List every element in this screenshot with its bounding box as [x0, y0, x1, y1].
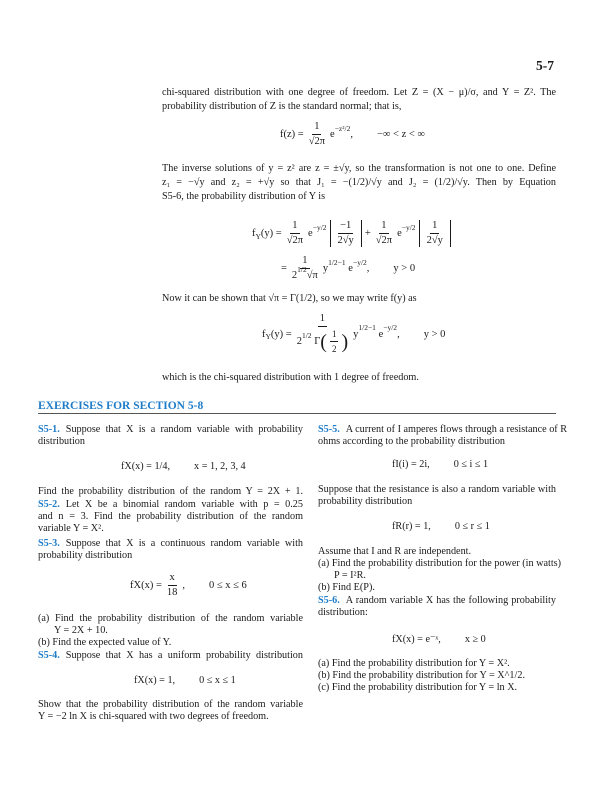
eq-num: 1 — [318, 313, 327, 327]
eq-condition: y > 0 — [393, 263, 416, 274]
exercise-equation — [130, 572, 247, 599]
equation-fy-simplified: = $\frac{1}{2^{1/2}√\pi}$ y $^{1/2-1}$ e $^{-y/2}$ , y > 0 — [281, 255, 416, 281]
exercise-text: Suppose that X is a continuous random variable with — [65, 538, 303, 549]
eq-lhs-sub: Y — [255, 231, 261, 241]
exercise-number: S5-5. — [318, 424, 340, 435]
eq-exp: e — [397, 228, 402, 239]
eq-condition: 0 ≤ x ≤ 1 — [199, 675, 236, 686]
exercise-text: Suppose that X is a random variable with probability — [65, 424, 303, 435]
eq-exp: e — [378, 328, 384, 340]
eq-num: 1 — [300, 255, 309, 269]
exercise-part-b: (b) Find E(P). — [318, 582, 375, 593]
eq-den: √2π — [375, 235, 393, 246]
exercise-part-a: (a) Find the probability distribution of the random variable — [38, 613, 303, 624]
eq-condition: x ≥ 0 — [464, 634, 486, 645]
eq-plus: + — [364, 228, 371, 239]
eq-condition: 0 ≤ x ≤ 6 — [209, 580, 247, 591]
eq-comma: , — [350, 129, 353, 140]
eq-abs-num: −1 — [338, 220, 353, 234]
exercise-text: Y = −2 ln X is chi-squared with two degrees of freedom. — [38, 711, 269, 722]
eq-y: y — [322, 263, 329, 274]
equation-standard-normal — [280, 121, 425, 148]
eq-den-sup: 1/2 — [297, 265, 307, 274]
section-divider — [38, 413, 556, 414]
gamma-text: Now it can be shown that √π = Γ(1/2), so we may write f(y) as — [162, 293, 417, 304]
eq-exp-sup: −y/2 — [383, 323, 398, 332]
eq-exp: e — [348, 263, 353, 274]
equation-fy-sum — [252, 220, 454, 247]
eq-exp: e — [330, 129, 335, 140]
exercise-number: S5-2. — [38, 499, 60, 510]
exercise-text: variable Y = X². — [38, 523, 104, 534]
eq-den: 18 — [166, 587, 178, 598]
conclusion-text: which is the chi-squared distribution with 1 degree of freedom. — [162, 372, 419, 383]
exercise-text: probability distribution — [318, 496, 413, 507]
exercise-number: S5-1. — [38, 424, 60, 435]
eq-equals: = — [281, 263, 287, 274]
exercise-number: S5-4. — [38, 650, 60, 661]
exercise-text: Suppose that the resistance is also a random variable with — [318, 484, 556, 495]
eq-condition: x = 1, 2, 3, 4 — [194, 461, 246, 472]
eq-condition: −∞ < z < ∞ — [376, 129, 425, 140]
eq-lhs: fI(i) = 2i, — [392, 459, 430, 470]
eq-exp-sup: −y/2 — [401, 222, 416, 232]
eq-comma: , — [182, 580, 185, 591]
exercise-s5-2 — [38, 499, 303, 510]
exercise-number: S5-3. — [38, 538, 60, 549]
eq-abs-den: 2√y — [426, 235, 443, 246]
intro-line-1: chi-squared distribution with one degree of freedom. Let Z = (X − μ)/σ, and Y = Z². The — [162, 87, 556, 98]
inverse-line-2: z₁ = −√y and z₂ = +√y so that J₁ = −(1/2)/√y and J₂ = (1/2)/√y. Then by Equation — [162, 177, 556, 188]
section-heading: EXERCISES FOR SECTION 5-8 — [38, 400, 204, 412]
exercise-text: Let X be a binomial random variable with p = 0.25 — [65, 499, 303, 510]
exercise-equation — [121, 461, 246, 472]
exercise-text: distribution: — [318, 607, 368, 618]
eq-numerator: 1 — [312, 121, 321, 135]
exercise-text: ohms according to the probability distribution — [318, 436, 506, 447]
exercise-s5-3 — [38, 538, 303, 549]
eq-y: y — [353, 328, 359, 340]
equation-fy-gamma: f $_Y$ (y) = 1 2 $^{1/2}$ Γ ( $\frac{1}{2}$ ) y $^{1/2-1}$ e $^{-y/2}$ , y > 0 — [262, 313, 446, 354]
eq-condition: 0 ≤ r ≤ 1 — [454, 521, 490, 532]
eq-condition: 0 ≤ i ≤ 1 — [453, 459, 489, 470]
exercise-s5-5 — [318, 424, 568, 435]
eq-num: 1 — [379, 220, 388, 234]
eq-den: √2π — [286, 235, 304, 246]
eq-lhs-rest: (y) = — [260, 228, 282, 239]
exercise-equation — [392, 459, 488, 470]
exercise-text: Find the probability distribution of the random Y = 2X + 1. — [38, 486, 303, 497]
exercise-part-b: (b) Find the probability distribution for Y = X^1/2. — [318, 670, 525, 681]
eq-half-num: 1 — [330, 328, 339, 342]
eq-exp-sup: −y/2 — [352, 257, 367, 267]
eq-lhs: f — [262, 328, 266, 340]
exercise-text: and n = 3. Find the probability distribution of the random — [38, 511, 303, 522]
eq-denominator: √2π — [308, 136, 326, 147]
exercise-s5-1 — [38, 424, 303, 435]
eq-lhs: fX(x) = 1/4, — [121, 461, 171, 472]
exercise-equation — [392, 521, 490, 532]
eq-abs-num: 1 — [430, 220, 439, 234]
eq-lhs: f — [252, 228, 256, 239]
eq-exp-sup: −z²/2 — [334, 123, 351, 133]
exercise-part-c: (c) Find the probability distribution for Y = ln X. — [318, 682, 518, 693]
eq-abs-den: 2√y — [337, 235, 354, 246]
page-number: 5-7 — [536, 58, 554, 73]
eq-exp: e — [308, 228, 313, 239]
exercise-part-a: (a) Find the probability distribution for Y = X². — [318, 658, 510, 669]
exercise-part-a: P = I²R. — [334, 570, 366, 581]
eq-half-den: 2 — [331, 344, 337, 354]
eq-den: 2 — [296, 335, 302, 347]
eq-gamma: Γ — [314, 335, 321, 347]
intro-line-2: probability distribution of Z is the standard normal; that is, — [162, 101, 402, 112]
eq-y-sup: 1/2−1 — [358, 323, 376, 332]
exercise-part-a: (a) Find the probability distribution for the power (in watts) — [318, 558, 562, 569]
inverse-line-3: S5-6, the probability distribution of Y is — [162, 191, 326, 202]
eq-num: x — [168, 572, 177, 586]
eq-exp-sup: −y/2 — [312, 222, 327, 232]
eq-lhs-sub: Y — [265, 332, 271, 341]
exercise-equation — [134, 675, 236, 686]
exercise-text: probability distribution — [38, 550, 133, 561]
eq-den-sup: 1/2 — [301, 330, 312, 340]
eq-lhs: fX(x) = — [130, 580, 162, 591]
exercise-text: distribution — [38, 436, 85, 447]
exercise-s5-4 — [38, 650, 303, 661]
eq-num: 1 — [290, 220, 299, 234]
eq-den-rest: √π — [306, 270, 318, 281]
eq-den: 2 — [291, 270, 298, 281]
eq-lhs: fX(x) = 1, — [134, 675, 176, 686]
eq-lhs: fX(x) = e⁻ˣ, — [392, 634, 441, 645]
exercise-number: S5-6. — [318, 595, 340, 606]
inverse-line-1: The inverse solutions of y = z² are z = ±√y, so the transformation is not one to one. Define — [162, 163, 556, 174]
eq-lhs-rest: (y) = — [270, 328, 292, 340]
exercise-s5-6 — [318, 595, 556, 606]
eq-lhs: f(z) = — [280, 129, 304, 140]
exercise-text: A random variable X has the following probability — [345, 595, 556, 606]
exercise-text: Suppose that X has a uniform probability distribution — [65, 650, 303, 661]
eq-lhs: fR(r) = 1, — [392, 521, 431, 532]
exercise-text: Show that the probability distribution of the random variable — [38, 699, 303, 710]
exercise-part-b: (b) Find the expected value of Y. — [38, 637, 172, 648]
eq-condition: y > 0 — [423, 328, 446, 340]
exercise-equation — [392, 634, 486, 645]
exercise-part-a: Y = 2X + 10. — [54, 625, 108, 636]
eq-y-sup: 1/2−1 — [328, 257, 346, 267]
exercise-text: Assume that I and R are independent. — [318, 546, 472, 557]
exercise-text: A current of I amperes flows through a resistance of R — [345, 424, 568, 435]
